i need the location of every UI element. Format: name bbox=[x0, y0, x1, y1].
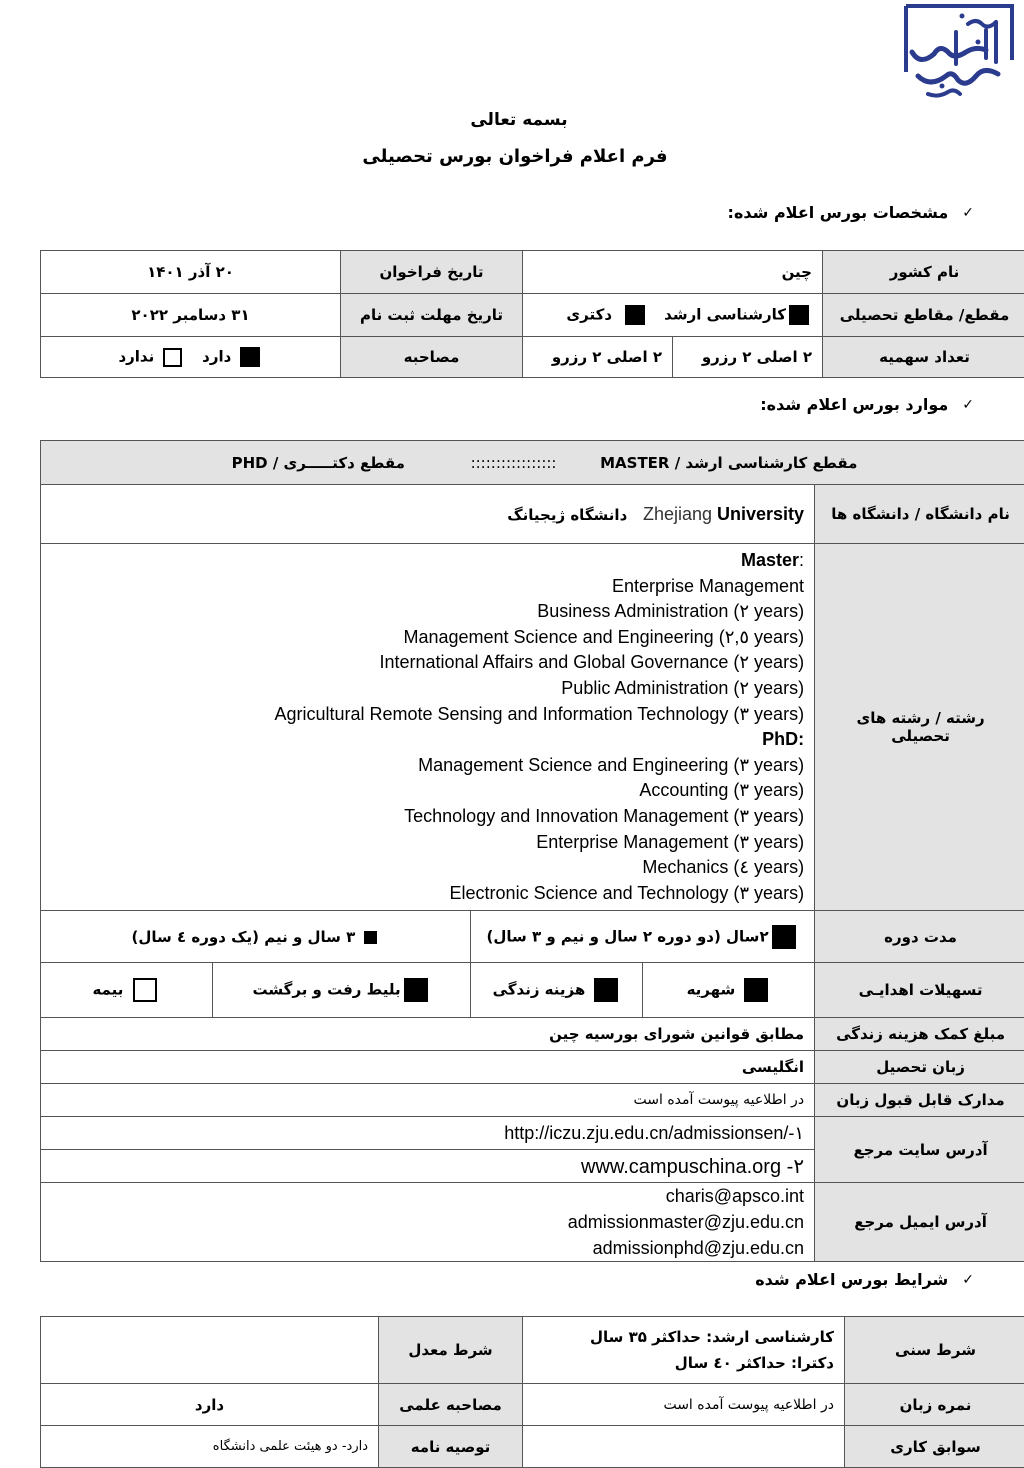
programs-label: رشته / رشته های تحصیلی bbox=[815, 544, 1024, 911]
section-title-text: مشخصات بورس اعلام شده: bbox=[728, 203, 949, 222]
checkmark-icon: ✓ bbox=[962, 205, 974, 221]
tuition-checkbox-checked[interactable] bbox=[744, 978, 768, 1002]
gpa-value bbox=[41, 1317, 379, 1384]
organization-logo bbox=[898, 2, 1020, 102]
email-link[interactable]: admissionmaster@zju.edu.cn bbox=[51, 1209, 804, 1235]
master-level-header: مقطع کارشناسی ارشد / MASTER bbox=[579, 454, 879, 472]
scientific-interview-label: مصاحبه علمی bbox=[379, 1384, 523, 1426]
level-options bbox=[523, 294, 823, 337]
country-label: نام کشور bbox=[823, 251, 1024, 294]
stipend-label: مبلغ کمک هزینه زندگی bbox=[815, 1018, 1024, 1051]
university-name-fa: دانشگاه ژیجیانگ bbox=[507, 506, 627, 524]
interview-no-text: ندارد bbox=[118, 348, 154, 366]
interview-no-checkbox-empty[interactable] bbox=[163, 348, 182, 367]
phd-programs-header: PhD: bbox=[51, 727, 804, 753]
language-score-label: نمره زبان bbox=[845, 1384, 1024, 1426]
duration-phd-checkbox-checked[interactable] bbox=[364, 931, 377, 944]
phd-checkbox-checked[interactable] bbox=[625, 305, 645, 325]
duration-label: مدت دوره bbox=[815, 911, 1024, 963]
checkmark-icon: ✓ bbox=[962, 397, 974, 413]
section-title-text: موارد بورس اعلام شده: bbox=[760, 395, 948, 414]
program-item: Management Science and Engineering (٢,٥ years) bbox=[51, 625, 804, 651]
phd-level-header: مقطع دکتـــــری / PHD bbox=[188, 454, 448, 472]
levels-header bbox=[41, 441, 1024, 485]
age-label: شرط سنی bbox=[845, 1317, 1024, 1384]
facility-living-cost: هزینه زندگی bbox=[471, 963, 643, 1018]
form-title: فرم اعلام فراخوان بورس تحصیلی bbox=[0, 146, 1024, 167]
table-row bbox=[41, 1317, 1024, 1384]
program-item: International Affairs and Global Governance (٢ years) bbox=[51, 650, 804, 676]
program-item: Enterprise Management bbox=[51, 574, 804, 600]
program-item: Electronic Science and Technology (٣ years) bbox=[51, 881, 804, 907]
language-docs-label: مدارک قابل قبول زبان bbox=[815, 1084, 1024, 1117]
table-row bbox=[41, 294, 1024, 337]
website-link-2[interactable]: www.campuschina.org -٢ bbox=[41, 1150, 815, 1183]
program-item: Business Administration (٢ years) bbox=[51, 599, 804, 625]
table-row bbox=[41, 1018, 1024, 1051]
checkmark-icon: ✓ bbox=[962, 1272, 974, 1288]
language-label: زبان تحصیل bbox=[815, 1051, 1024, 1084]
call-date-label: تاریخ فراخوان bbox=[341, 251, 523, 294]
university-value bbox=[41, 485, 815, 544]
facility-ticket: بلیط رفت و برگشت bbox=[213, 963, 471, 1018]
deadline-value: ۳۱ دسامبر ۲۰۲۲ bbox=[41, 294, 341, 337]
facility-tuition: شهریه bbox=[643, 963, 815, 1018]
master-checkbox-checked[interactable] bbox=[789, 305, 809, 325]
program-item: Technology and Innovation Management (٣ years) bbox=[51, 804, 804, 830]
email-link[interactable]: charis@apsco.int bbox=[51, 1183, 804, 1209]
table-row bbox=[41, 963, 1024, 1018]
work-experience-label: سوابق کاری bbox=[845, 1426, 1024, 1468]
language-docs-value: در اطلاعیه پیوست آمده است bbox=[41, 1084, 815, 1117]
living-cost-checkbox-checked[interactable] bbox=[594, 978, 618, 1002]
university-label: نام دانشگاه / دانشگاه ها bbox=[815, 485, 1024, 544]
table-row bbox=[41, 1183, 1024, 1262]
table-row bbox=[41, 251, 1024, 294]
quota-phd-value: ۲ اصلی ۲ رزرو bbox=[523, 337, 673, 378]
interview-options bbox=[41, 337, 341, 378]
table-row bbox=[41, 485, 1024, 544]
duration-master: ۲سال (دو دوره ۲ سال و نیم و ۳ سال) bbox=[471, 911, 815, 963]
country-value: چین bbox=[523, 251, 823, 294]
program-item: Accounting (٣ years) bbox=[51, 778, 804, 804]
language-score-value: در اطلاعیه پیوست آمده است bbox=[523, 1384, 845, 1426]
age-value: کارشناسی ارشد: حداکثر ۳۵ سال دکترا: حداکثر ٤٠ سال bbox=[523, 1317, 845, 1384]
levels-separator: ::::::::::::::::: bbox=[454, 454, 574, 472]
scholarship-items-table bbox=[40, 440, 1024, 1262]
scholarship-specs-table bbox=[40, 250, 1024, 378]
level-master-text: کارشناسی ارشد bbox=[664, 306, 786, 324]
facility-insurance: بیمه bbox=[41, 963, 213, 1018]
table-row bbox=[41, 911, 1024, 963]
website-link-1[interactable]: http://iczu.zju.edu.cn/admissionsen/-١ bbox=[41, 1117, 815, 1150]
logo-emblem-icon bbox=[898, 2, 1020, 102]
work-experience-value bbox=[523, 1426, 845, 1468]
recommendation-label: توصیه نامه bbox=[379, 1426, 523, 1468]
email-list bbox=[41, 1183, 815, 1262]
program-item: Enterprise Management (٣ years) bbox=[51, 830, 804, 856]
facilities-label: تسهیلات اهدایـی bbox=[815, 963, 1024, 1018]
stipend-value: مطابق قوانین شورای بورسیه چین bbox=[41, 1018, 815, 1051]
program-item: Management Science and Engineering (٣ years) bbox=[51, 753, 804, 779]
university-name-en: Zhejiang University bbox=[643, 504, 804, 524]
scientific-interview-value: دارد bbox=[41, 1384, 379, 1426]
table-row bbox=[41, 337, 1024, 378]
basmala-heading: بسمه تعالی bbox=[0, 110, 1024, 130]
language-value: انگلیسی bbox=[41, 1051, 815, 1084]
level-label: مقطع/ مقاطع تحصیلی bbox=[823, 294, 1024, 337]
ticket-checkbox-checked[interactable] bbox=[404, 978, 428, 1002]
master-programs-header: Master: bbox=[51, 548, 804, 574]
section-scholarship-items-title bbox=[760, 395, 974, 414]
table-row bbox=[41, 544, 1024, 911]
quota-master-value: ۲ اصلی ۲ رزرو bbox=[673, 337, 823, 378]
interview-label: مصاحبه bbox=[341, 337, 523, 378]
table-row bbox=[41, 1117, 1024, 1150]
section-scholarship-specs-title bbox=[728, 203, 974, 222]
levels-header-row bbox=[41, 441, 1024, 485]
table-row bbox=[41, 1384, 1024, 1426]
deadline-label: تاریخ مهلت ثبت نام bbox=[341, 294, 523, 337]
program-item: Mechanics (٤ years) bbox=[51, 855, 804, 881]
email-link[interactable]: admissionphd@zju.edu.cn bbox=[51, 1235, 804, 1261]
program-item: Agricultural Remote Sensing and Information Technology (٣ years) bbox=[51, 702, 804, 728]
website-label: آدرس سایت مرجع bbox=[815, 1117, 1024, 1183]
scholarship-conditions-table bbox=[40, 1316, 1024, 1468]
section-title-text: شرایط بورس اعلام شده bbox=[755, 1270, 948, 1289]
duration-phd: ۳ سال و نیم (یک دوره ٤ سال) bbox=[41, 911, 471, 963]
section-scholarship-conditions-title bbox=[755, 1270, 974, 1289]
interview-yes-text: دارد bbox=[202, 348, 231, 366]
quota-label: تعداد سهمیه bbox=[823, 337, 1024, 378]
call-date-value: ۲۰ آذر ۱۴۰۱ bbox=[41, 251, 341, 294]
programs-list bbox=[41, 544, 815, 911]
duration-master-checkbox-checked[interactable] bbox=[772, 925, 796, 949]
table-row bbox=[41, 1426, 1024, 1468]
table-row bbox=[41, 1084, 1024, 1117]
insurance-checkbox-empty[interactable] bbox=[133, 978, 157, 1002]
level-phd-text: دکتری bbox=[566, 306, 612, 324]
interview-yes-checkbox-checked[interactable] bbox=[240, 347, 260, 367]
recommendation-value: دارد- دو هیئت علمی دانشگاه bbox=[41, 1426, 379, 1468]
gpa-label: شرط معدل bbox=[379, 1317, 523, 1384]
table-row bbox=[41, 1051, 1024, 1084]
email-label: آدرس ایمیل مرجع bbox=[815, 1183, 1024, 1262]
program-item: Public Administration (٢ years) bbox=[51, 676, 804, 702]
